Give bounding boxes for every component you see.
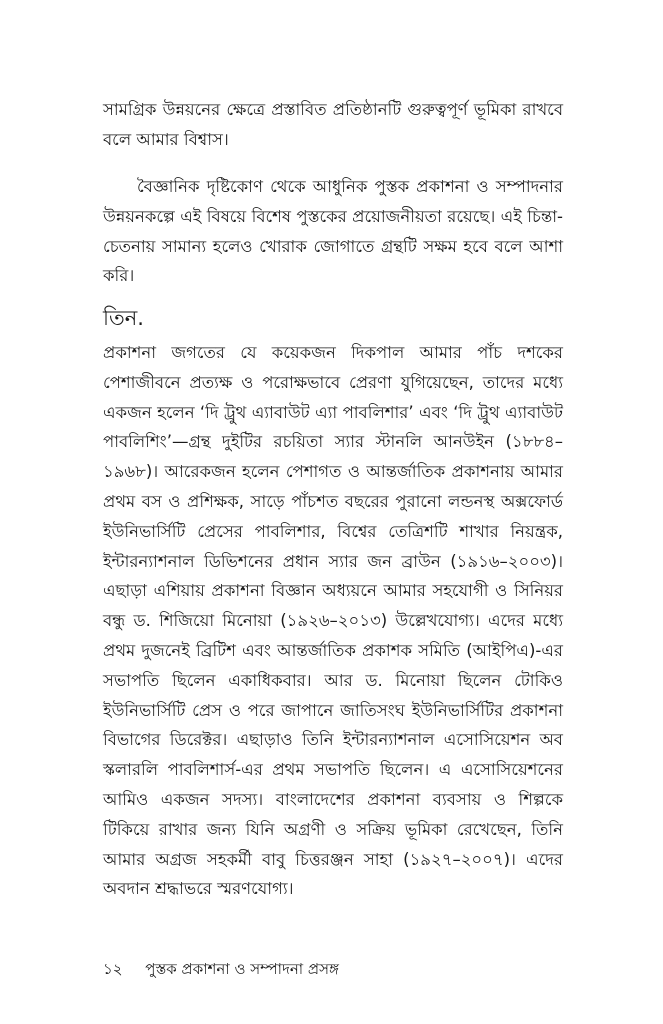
paragraph-1: সামগ্রিক উন্নয়নের ক্ষেত্রে প্রস্তাবিত প্রতিষ্ঠানটি গুরুত্বপূর্ণ ভূমিকা রাখবে বলে আমার বিশ্বাস। [103, 100, 563, 149]
paragraph-3: প্রকাশনা জগতের যে কয়েকজন দিকপাল আমার পাঁচ দশকের পেশাজীবনে প্রত্যক্ষ ও পরোক্ষভাবে প্রেরণা যুগিয়েছেন, তাদের মধ্যে একজন হলেন ‘দি ট্রুথ এ্যাবাউট এ্যা পাবলিশার’ এবং ‘দি ট্রুথ এ্যাবাউট পাবলিশিং’—গ্রন্থ দুইটির রচয়িতা স্যার স্টানলি আনউইন (১৮৮৪–১৯৬৮)। আরেকজন হলেন পেশাগত ও আন্তর্জাতিক প্রকাশনায় আমার প্রথম বস ও প্রশিক্ষক, সাড়ে পাঁচশত বছরের পুরানো লন্ডনস্থ অক্সফোর্ড ইউনিভার্সিটি প্রেসের পাবলিশার, বিশ্বের তেত্রিশটি শাখার নিয়ন্ত্রক, ইন্টারন্যাশনাল ডিভিশনের প্রধান স্যার জন ব্রাউন (১৯১৬–২০০৩)। এছাড়া এশিয়ায় প্রকাশনা বিজ্ঞান অধ্যয়নে আমার সহযোগী ও সিনিয়র বন্ধু ড. শিজিয়ো মিনোয়া (১৯২৬–২০১৩) উল্লেখযোগ্য। এদের মধ্যে প্রথম দুজনেই ব্রিটিশ এবং আন্তর্জাতিক প্রকাশক সমিতি (আইপিএ)-এর সভাপতি ছিলেন একাধিকবার। আর ড. মিনোয়া ছিলেন টোকিও ইউনিভার্সিটি প্রেস ও পরে জাপানে জাতিসংঘ ইউনিভার্সিটির প্রকাশনা বিভাগের ডিরেক্টর। এছাড়াও তিনি ইন্টারন্যাশনাল এসোসিয়েশন অব স্কলারলি পাবলিশার্স-এর প্রথম সভাপতি ছিলেন। এ এসোসিয়েশনের আমিও একজন সদস্য। বাংলাদেশের প্রকাশনা ব্যবসায় ও শিল্পকে টিকিয়ে রাখার জন্য যিনি অগ্রণী ও সক্রিয় ভূমিকা রেখেছেন, তিনি আমার অগ্রজ সহকর্মী বাবু চিত্তরঞ্জন সাহা (১৯২৭–২০০৭)। এদের অবদান শ্রদ্ধাভরে স্মরণযোগ্য। [103, 343, 563, 899]
page-number: ১২ [103, 960, 123, 978]
page-footer [103, 957, 339, 981]
section-heading: তিন. [103, 306, 144, 330]
paragraph-2: বৈজ্ঞানিক দৃষ্টিকোণ থেকে আধুনিক পুস্তক প্রকাশনা ও সম্পাদনার উন্নয়নকল্পে এই বিষয়ে বিশেষ পুস্তকের প্রয়োজনীয়তা রয়েছে। এই চিন্তা-চেতনায় সামান্য হলেও খোরাক জোগাতে গ্রন্থটি সক্ষম হবে বলে আশা করি। [103, 177, 563, 286]
running-title: পুস্তক প্রকাশনা ও সম্পাদনা প্রসঙ্গ [145, 960, 339, 978]
